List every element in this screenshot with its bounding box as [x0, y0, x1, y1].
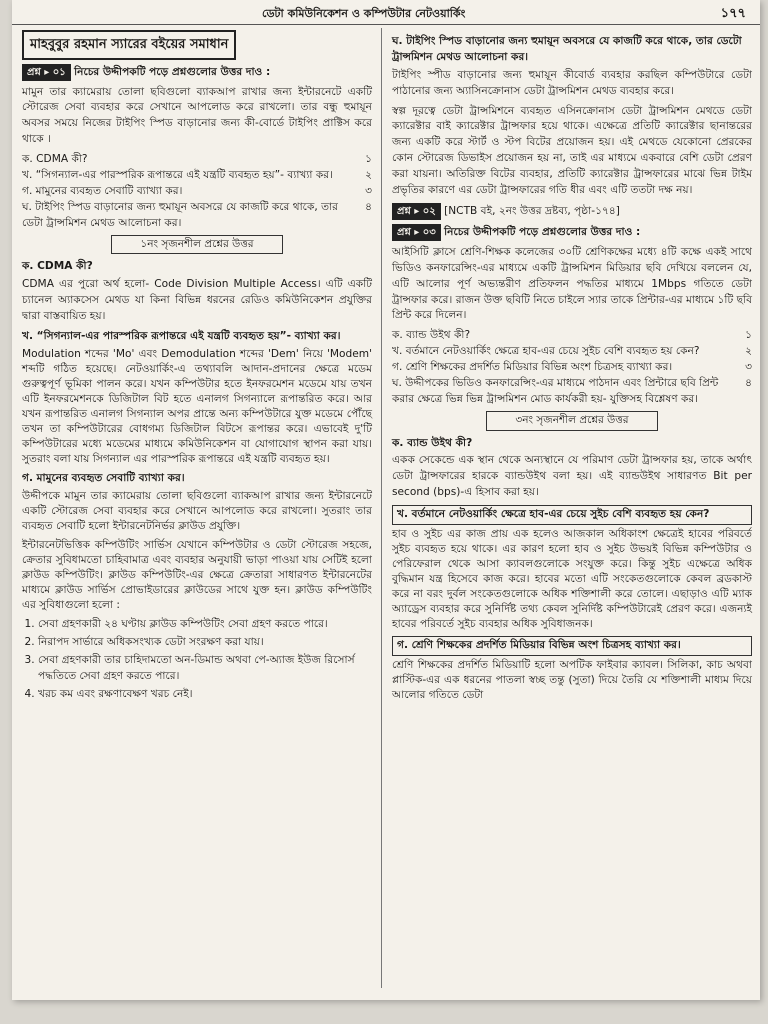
sub-question-kha: খ. বর্তমানে নেটওয়ার্কিং ক্ষেত্রে হাব-এর চেয়ে সুইচ বেশি ব্যবহৃত হয় কেন? [392, 505, 752, 525]
answer-3-title: ৩নং সৃজনশীল প্রশ্নের উত্তর [486, 411, 658, 431]
question-3-items [392, 328, 752, 407]
question-item-mark: ১ [365, 153, 372, 166]
question-prompt: নিচের উদ্দীপকটি পড়ে প্রশ্নগুলোর উত্তর দাও : [74, 65, 271, 78]
answer-ka: CDMA এর পুরো অর্থ হলো- Code Division Multiple Access। এটি একটি চ্যানেল অ্যাকসেস মেথড যা কিনা বিভিন্ন ধরনের রেডিও কমিউনিকেশন প্রযুক্তির দ্বারা বাস্তবায়িত হয়। [22, 278, 372, 322]
question-item-text: ঘ. উদ্দীপকের ভিডিও কনফারেন্সিং-এর মাধ্যমে পাঠদান এবং প্রিন্টারে ছবি প্রিন্ট করার ক্ষেত্রে ভিন্ন ভিন্ন ট্রান্সমিশন মোড কার্যকরী হয়- যুক্তিসহ বিশ্লেষণ কর। [392, 377, 719, 405]
question-2-reference: [NCTB বই, ২নং উত্তর দ্রষ্টব্য, পৃষ্ঠা-১৭৪] [444, 204, 620, 217]
sub-question-ga: গ. মামুনের ব্যবহৃত সেবাটি ব্যাখ্যা কর। [22, 471, 185, 484]
running-head [12, 0, 760, 25]
question-item-text: ঘ. টাইপিং স্পিড বাড়ানোর জন্য হুমায়ূন অবসরে যে কাজটি করে থাকে, তার ডেটা ট্রান্সমিশন মেথড আলোচনা কর। [22, 200, 338, 229]
advantage-item: 4. খরচ কম এবং রক্ষণাবেক্ষণ খরচ নেই। [38, 687, 372, 703]
question-item-mark: ৩ [745, 361, 752, 374]
question-item [392, 360, 752, 376]
question-badge: প্রশ্ন ▸ ০২ [392, 203, 441, 220]
advantage-item: 1. সেবা গ্রহণকারী ২৪ ঘণ্টায় ক্লাউড কম্পিউটিং সেবা গ্রহণ করতে পারে। [38, 617, 372, 633]
answer-ga: শ্রেণি শিক্ষকের প্রদর্শিত মিডিয়াটি হলো অপটিক ফাইবার ক্যাবল। সিলিকা, কাচ অথবা প্লাস্টিক-এর এক ধরনের পাতলা স্বচ্ছ তন্তু (সুতা) দিয়ে তৈরি যে শক্তিশালী মাধ্যম দিয়ে আলোর গতিতে ডেটা [392, 659, 752, 702]
answer-gha-body: স্বল্প দূরত্বে ডেটা ট্রান্সমিশনে ব্যবহৃত এসিনক্রোনাস ডেটা ট্রান্সমিশন মেথডে ডেটা ক্যারেক্টার বাই ক্যারেক্টার ট্রান্সফার হয়ে থাকে। এক্ষেত্রে প্রতিটি ক্যারেক্টার ছানান্তরের জন্য একটি করে স্টার্ট ও স্টপ বিটের প্রয়োজন হয়। এই মেথডে যেকোনো প্রেরকের কোন স্টোরেজ ডিভাইস প্রয়োজন হয় না, তাই এর মাধ্যমে একবারে বেশি ডেটা প্রেরণ করা যায়না। অতিরিক্ত বিটের ব্যবহার, প্রতিটি ক্যারেক্টার ট্রান্সফারের মাঝে ভিন্ন টাইম প্রভৃতির কারণে এর ডেটা ট্রান্সফারের গতি ধীর এবং এটি ততটা দক্ষ নয়। [392, 104, 752, 197]
answer-kha: হাব ও সুইচ এর কাজ প্রায় এক হলেও আজকাল অধিকাংশ ক্ষেত্রেই হাবের পরিবর্তে সুইচ ব্যবহৃত হয়ে থাকে। এর কারণ হলো হাব ও সুইচ উভয়ই বিভিন্ন কম্পিউটার ও পেরিফেরাল থেকে আসা ক্যাবলগুলোকে সংযুক্ত করে। কিন্তু সুইচ এক্ষেত্রে অধিক বুদ্ধিমান যন্ত্র হিসেবে কাজ করে। হাবের মতো এটি সংকেতগুলোকে কেবল ব্রডকাস্ট করে না বরং দুর্বল সংকেতগুলোকে অধিক শক্তিশালী করে তোলে। এছাড়াও এটি ম্যাক অ্যাড্রেস ব্যবহার করে সুনির্দিষ্ট তথ্য কেবল সুনির্দিষ্ট কম্পিউটারেই প্রেরণ করে। এজন্যই হাবের পরিবর্তে সুইচ ব্যবহার অধিক সুবিধাজনক। [392, 528, 752, 631]
question-item-mark: ৩ [365, 184, 372, 197]
advantages-list [22, 617, 372, 702]
question-2-line [392, 203, 752, 220]
answer-kha: Modulation শব্দের 'Mo' এবং Demodulation শব্দের 'Dem' নিয়ে 'Modem' শব্দটি গঠিত হয়েছে। নেটওয়ার্কিং-এ তথ্যাবলি আদান-প্রদানের ক্ষেত্রে মডেম গুরুত্বপূর্ণ ভূমিকা পালন করে। যখন কম্পিউটার হতে ইনফরমেশন মডেমে যায় তখন এটি ইনফরমেশনকে ডিজিটাল বিট হতে এনালগ সিগন্যালে রূপান্তরিত করে। আর যখন রূপান্তরিত এনালগ সিগন্যাল অপর প্রান্তে অন্য কম্পিউটারে যুক্ত মডেমে পৌঁছে তখন তা কম্পিউটারের বোধগম্য ডিজিটাল বিটসে রূপান্তর করে। এভাবেই দু'টি কম্পিউটারের মধ্যে মডেমের মাধ্যমে কমিউনিকেশন বা যোগাযোগ স্থাপন করা যায়। সুতরাং বলা যায় সিগন্যাল এর পারস্পরিক রূপান্তরে এই যন্ত্রটি ব্যবহৃত হয়। [22, 347, 372, 465]
question-item-text: ক. ব্যান্ড উইথ কী? [392, 329, 471, 342]
book-page [12, 0, 760, 1000]
question-item-text: গ. মামুনের ব্যবহৃত সেবাটি ব্যাখ্যা কর। [22, 184, 183, 197]
question-item-mark: ২ [745, 345, 752, 358]
question-item [22, 152, 372, 168]
answer-1-title: ১নং সৃজনশীল প্রশ্নের উত্তর [111, 235, 283, 255]
question-item-mark: ২ [365, 168, 372, 181]
question-prompt: নিচের উদ্দীপকটি পড়ে প্রশ্নগুলোর উত্তর দাও : [444, 225, 641, 238]
sub-question-ka: ক. ব্যান্ড উইথ কী? [392, 436, 473, 449]
question-item [392, 344, 752, 360]
answer-ka: একক সেকেন্ডে এক স্থান থেকে অন্যস্থানে যে পরিমাণ ডেটা ট্রান্সফার হয়, তাকে অর্থাৎ ডেটা ট্রান্সফারের হারকে ব্যান্ডউইথ বলা হয়। এই ব্যান্ডউইথ সাধারণত Bit per second (bps)-এ হিসাব করা হয়। [392, 454, 752, 499]
answer-gha-intro: টাইপিং স্পীড বাড়ানোর জন্য হুমায়ূন কীবোর্ড ব্যবহার করছিল কম্পিউটারে ডেটা পাঠানোর জন্য অ্যাসিনক্রোনাস ডেটা ট্রান্সমিশন মেথড ব্যবহার করে। [392, 68, 752, 97]
question-1-stimulus: মামুন তার ক্যামেরায় তোলা ছবিগুলো ব্যাকআপ রাখার জন্য ইন্টারনেটে একটি স্টোরেজ সেবা ব্যবহার করে সেখানে আপলোড করে রাখলো। তার বন্ধু হুমায়ূন অবসর সময়ে নিজের টাইপিং স্পিড বাড়ানোর জন্য কী-বোর্ডে টাইপিং প্রাক্টিস করে থাকে । [22, 85, 372, 146]
sub-question-ga: গ. শ্রেণি শিক্ষকের প্রদর্শিত মিডিয়ার বিভিন্ন অংশ চিত্রসহ ব্যাখ্যা কর। [392, 636, 752, 656]
right-column [392, 30, 752, 707]
sub-question-ka: ক. CDMA কী? [22, 260, 93, 273]
question-badge: প্রশ্ন ▸ ০১ [22, 64, 71, 81]
question-item-text: খ. “সিগন্যাল-এর পারস্পরিক রূপান্তরে এই যন্ত্রটি ব্যবহৃত হয়”- ব্যাখ্যা কর। [22, 168, 333, 181]
section-title: মাহবুবুর রহমান স্যারের বইয়ের সমাধান [22, 30, 236, 60]
question-item [22, 184, 372, 200]
page-number: ১৭৭ [720, 6, 746, 21]
question-item-text: ক. CDMA কী? [22, 153, 88, 166]
sub-question-kha: খ. “সিগন্যাল-এর পারস্পরিক রূপান্তরে এই যন্ত্রটি ব্যবহৃত হয়”- ব্যাখ্যা কর। [22, 329, 341, 342]
advantage-item: 2. নিরাপদ সার্ভারে অধিকসংখ্যক ডেটা সংরক্ষণ করা যায়। [38, 635, 372, 651]
question-1-header [22, 64, 372, 81]
answer-ga-body: ইন্টারনেটভিত্তিক কম্পিউটিং সার্ভিস যেখানে কম্পিউটার ও ডেটা স্টোরেজ সহজে, ক্রেতার সুবিধামতো চাহিবামাত্র এবং ব্যবহার অনুযায়ী ভাড়া পাওয়া যায় সেটিই হলো ক্লাউড কম্পিউটিং। ক্লাউড কম্পিউটিং-এর ক্ষেত্রে ক্রেতারা সাধারণত ইন্টারনেটের মাধ্যমে ক্লাউড সার্ভিস প্রোভাইডারের ক্লাউডের সাথে যুক্ত হন। ক্লাউড কম্পিউটিং এর সুবিধাগুলো হলো : [22, 538, 372, 612]
column-divider [381, 28, 382, 988]
question-3-stimulus: আইসিটি ক্লাসে শ্রেণি-শিক্ষক কলেজের ৩০টি শ্রেণিকক্ষের মধ্যে ৪টি কক্ষে একই সাথে ভিডিও কনফারেন্সিং-এর মাধ্যমে একটি ট্রান্সমিশন মিডিয়ার ছবি দেখিয়ে বললেন যে, এটি আলোর পূর্ণ অভ্যন্তরীণ প্রতিফলন পদ্ধতির মাধ্যমে 1Mbps গতিতে ডেটা ট্রান্সফার করে। রাজন উক্ত ছবিটি নিতে চাইলে স্যার তাকে প্রিন্টার-এর মাধ্যমে ১টি ছবি প্রিন্ট করে দিলেন। [392, 245, 752, 322]
question-item [392, 376, 752, 408]
question-item [22, 200, 372, 232]
sub-question-gha: ঘ. টাইপিং স্পিড বাড়ানোর জন্য হুমায়ূন অবসরে যে কাজটি করে থাকে, তার ডেটো ট্রান্সমিশন মেথড আলোচনা কর। [392, 35, 742, 63]
advantage-item: 3. সেবা গ্রহণকারী তার চাহিদামতো অন-ডিমান্ড অথবা পে-অ্যাজ ইউজ রিসোর্স পদ্ধতিতে সেবা গ্রহণ করতে পারে। [38, 653, 372, 685]
question-item-mark: ৪ [365, 200, 372, 213]
left-column [22, 30, 372, 705]
answer-ga-intro: উদ্দীপকে মামুন তার ক্যামেরায় তোলা ছবিগুলো ব্যাকআপ রাখার জন্য ইন্টারনেটে একটি স্টোরেজ সেবা ব্যবহার করে সেখানে আপলোড করে রাখলো। সুতরাং তার ব্যবহৃত সেবাটি হলো ইন্টারনেটনির্ভর ক্লাউড প্রযুক্তি। [22, 489, 372, 532]
question-item [22, 168, 372, 184]
question-item [392, 328, 752, 344]
question-item-mark: ৪ [745, 377, 752, 390]
question-3-header [392, 224, 752, 241]
question-1-items [22, 152, 372, 231]
question-badge: প্রশ্ন ▸ ০৩ [392, 224, 441, 241]
chapter-title: ডেটা কমিউনিকেশন ও কম্পিউটার নেটওয়ার্কিং [262, 7, 466, 20]
question-item-mark: ১ [745, 329, 752, 342]
question-item-text: খ. বর্তমানে নেটওয়ার্কিং ক্ষেত্রে হাব-এর চেয়ে সুইচ বেশি ব্যবহৃত হয় কেন? [392, 345, 700, 358]
question-item-text: গ. শ্রেণি শিক্ষকের প্রদর্শিত মিডিয়ার বিভিন্ন অংশ চিত্রসহ ব্যাখ্যা কর। [392, 361, 673, 374]
